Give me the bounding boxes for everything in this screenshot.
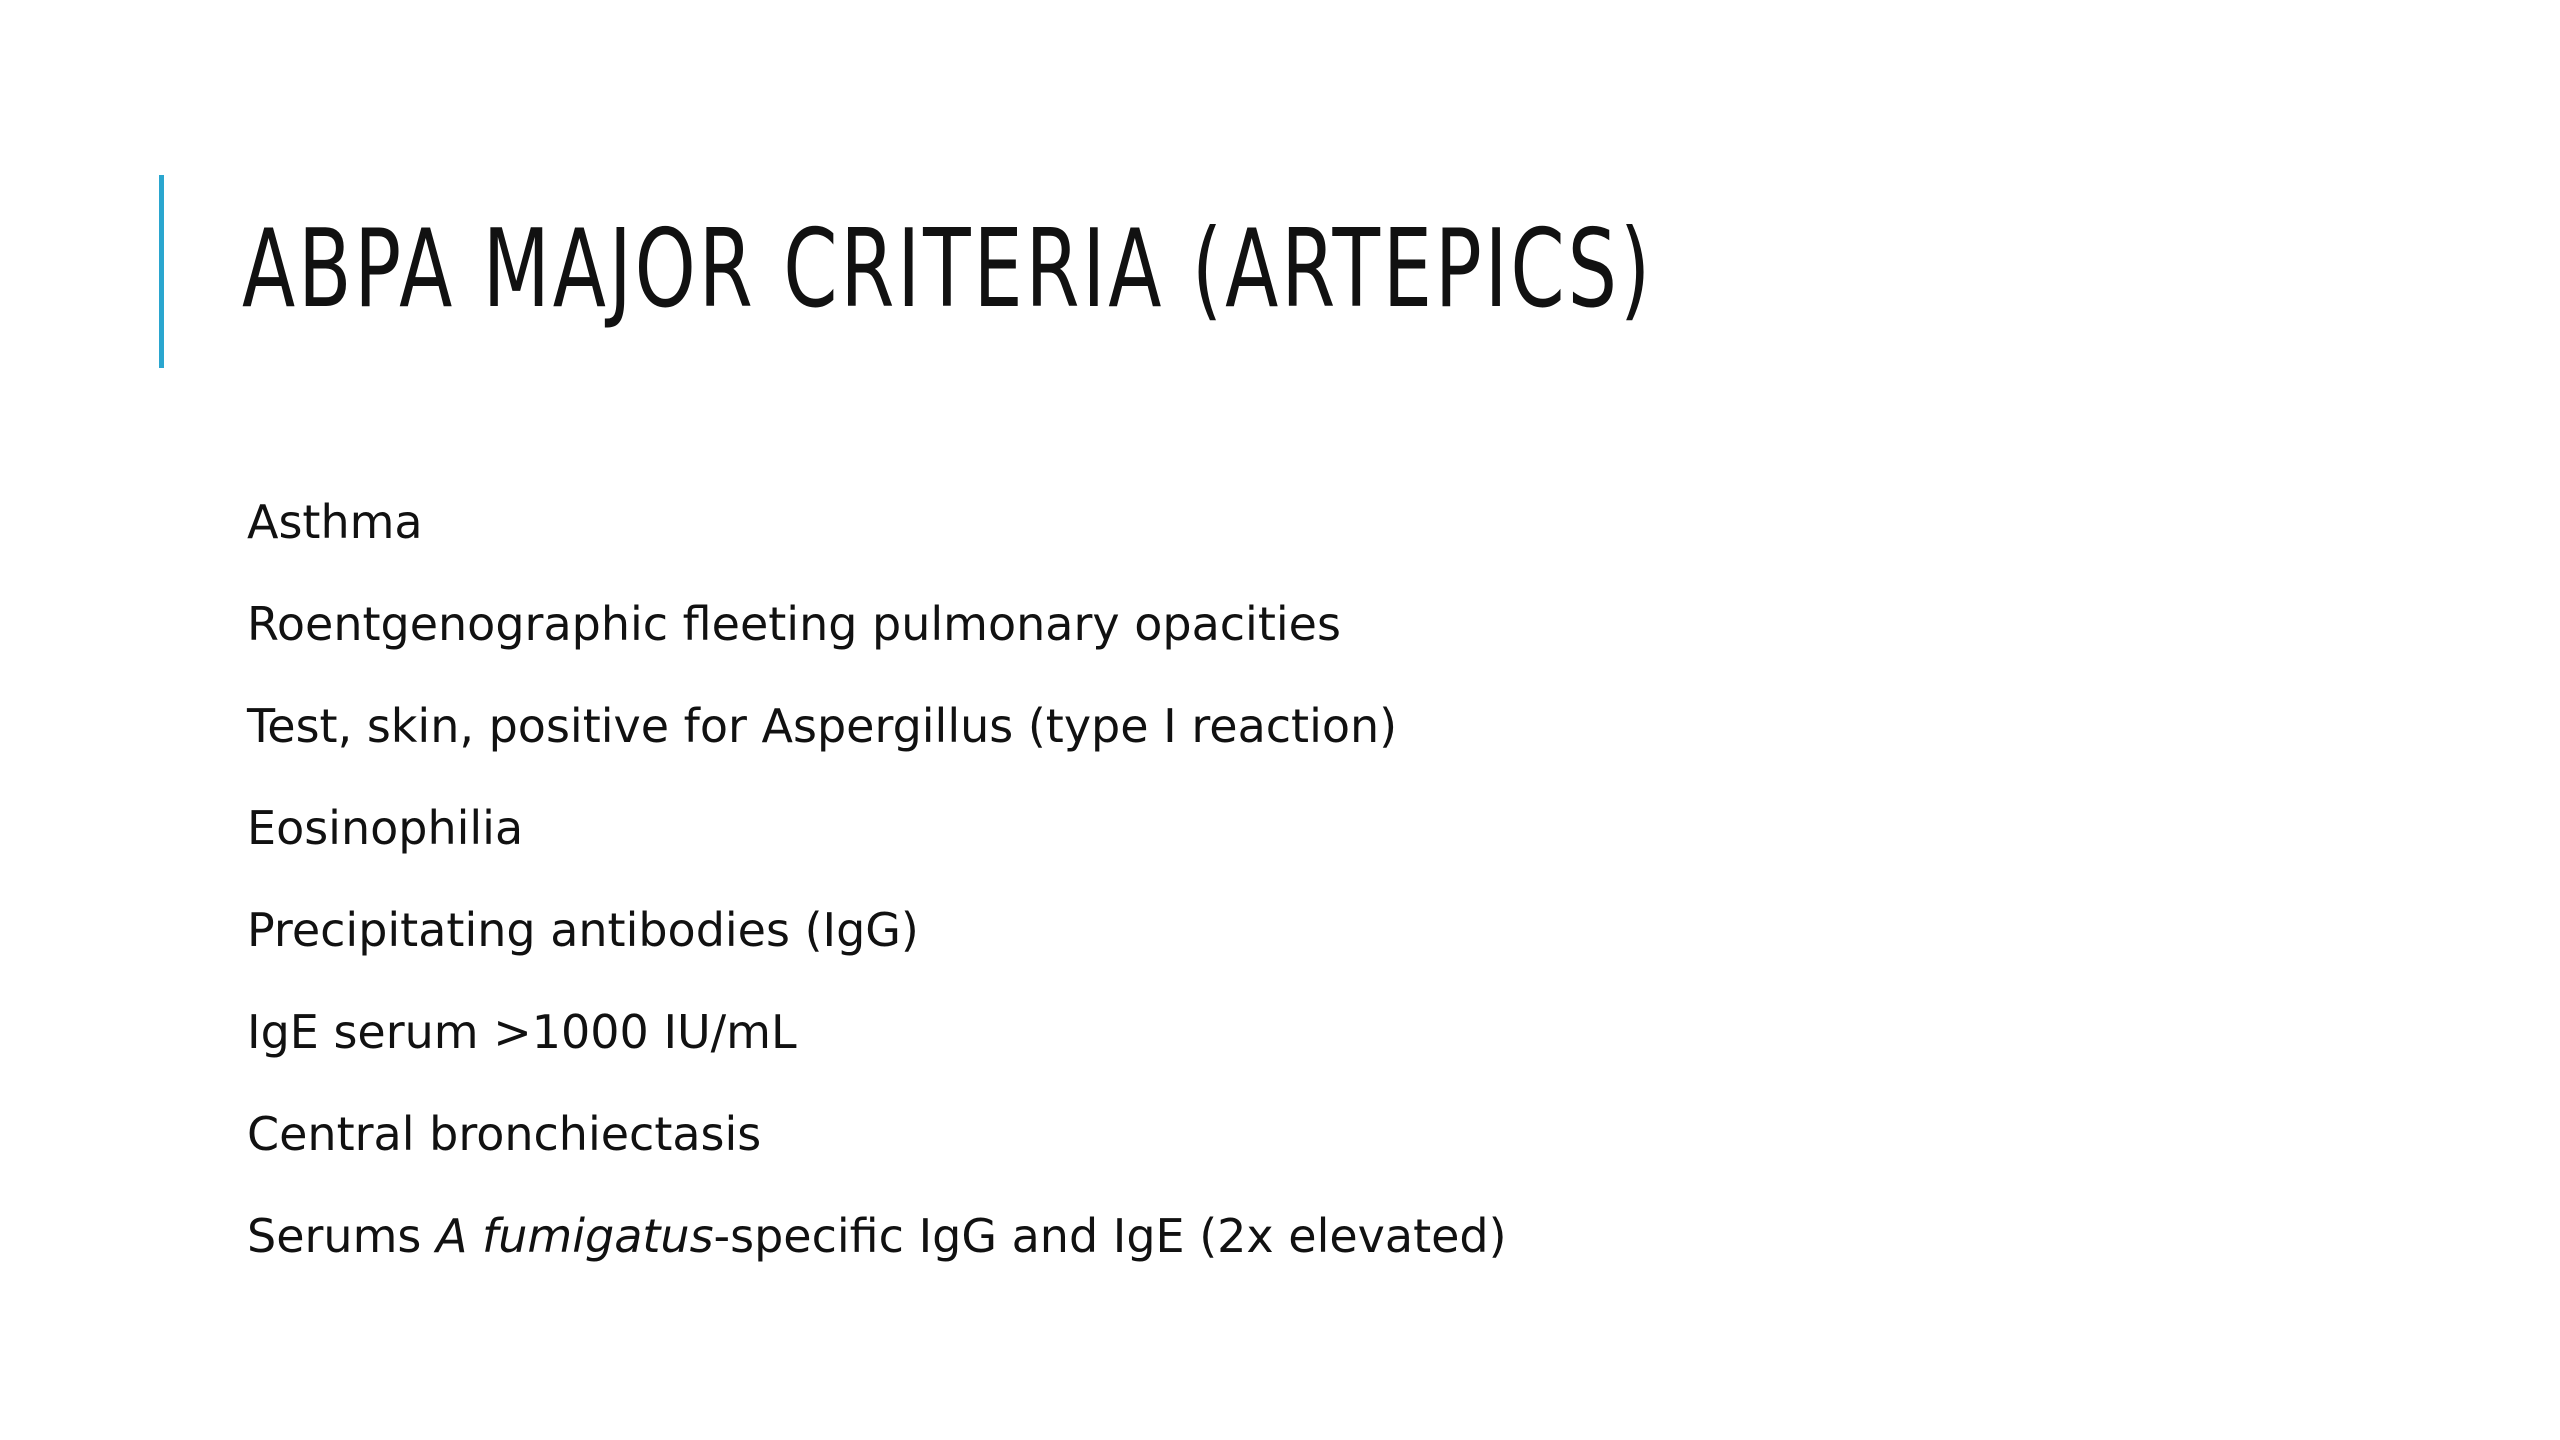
criteria-list xyxy=(247,494,1507,1310)
slide-title: ABPA MAJOR CRITERIA (ARTEPICS) xyxy=(242,207,1654,332)
criteria-item-eosinophilia: Eosinophilia xyxy=(247,801,524,855)
criteria-item-serums-organism: A fumigatus xyxy=(435,1209,714,1263)
title-accent-bar xyxy=(159,175,164,368)
criteria-item-serums xyxy=(247,1208,1507,1264)
criteria-item-asthma: Asthma xyxy=(247,495,423,549)
criteria-item-serums-prefix: Serums xyxy=(247,1209,436,1263)
criteria-item-skin-test: Test, skin, positive for Aspergillus (type I reaction) xyxy=(247,699,1398,753)
criteria-item-precipitating-antibodies: Precipitating antibodies (IgG) xyxy=(247,903,919,957)
criteria-item-serums-suffix: -specific IgG and IgE (2x elevated) xyxy=(713,1209,1507,1263)
criteria-item-central-bronchiectasis: Central bronchiectasis xyxy=(247,1107,762,1161)
criteria-item-roentgenographic: Roentgenographic fleeting pulmonary opacities xyxy=(247,597,1341,651)
criteria-item-ige-serum: IgE serum >1000 IU/mL xyxy=(247,1005,797,1059)
